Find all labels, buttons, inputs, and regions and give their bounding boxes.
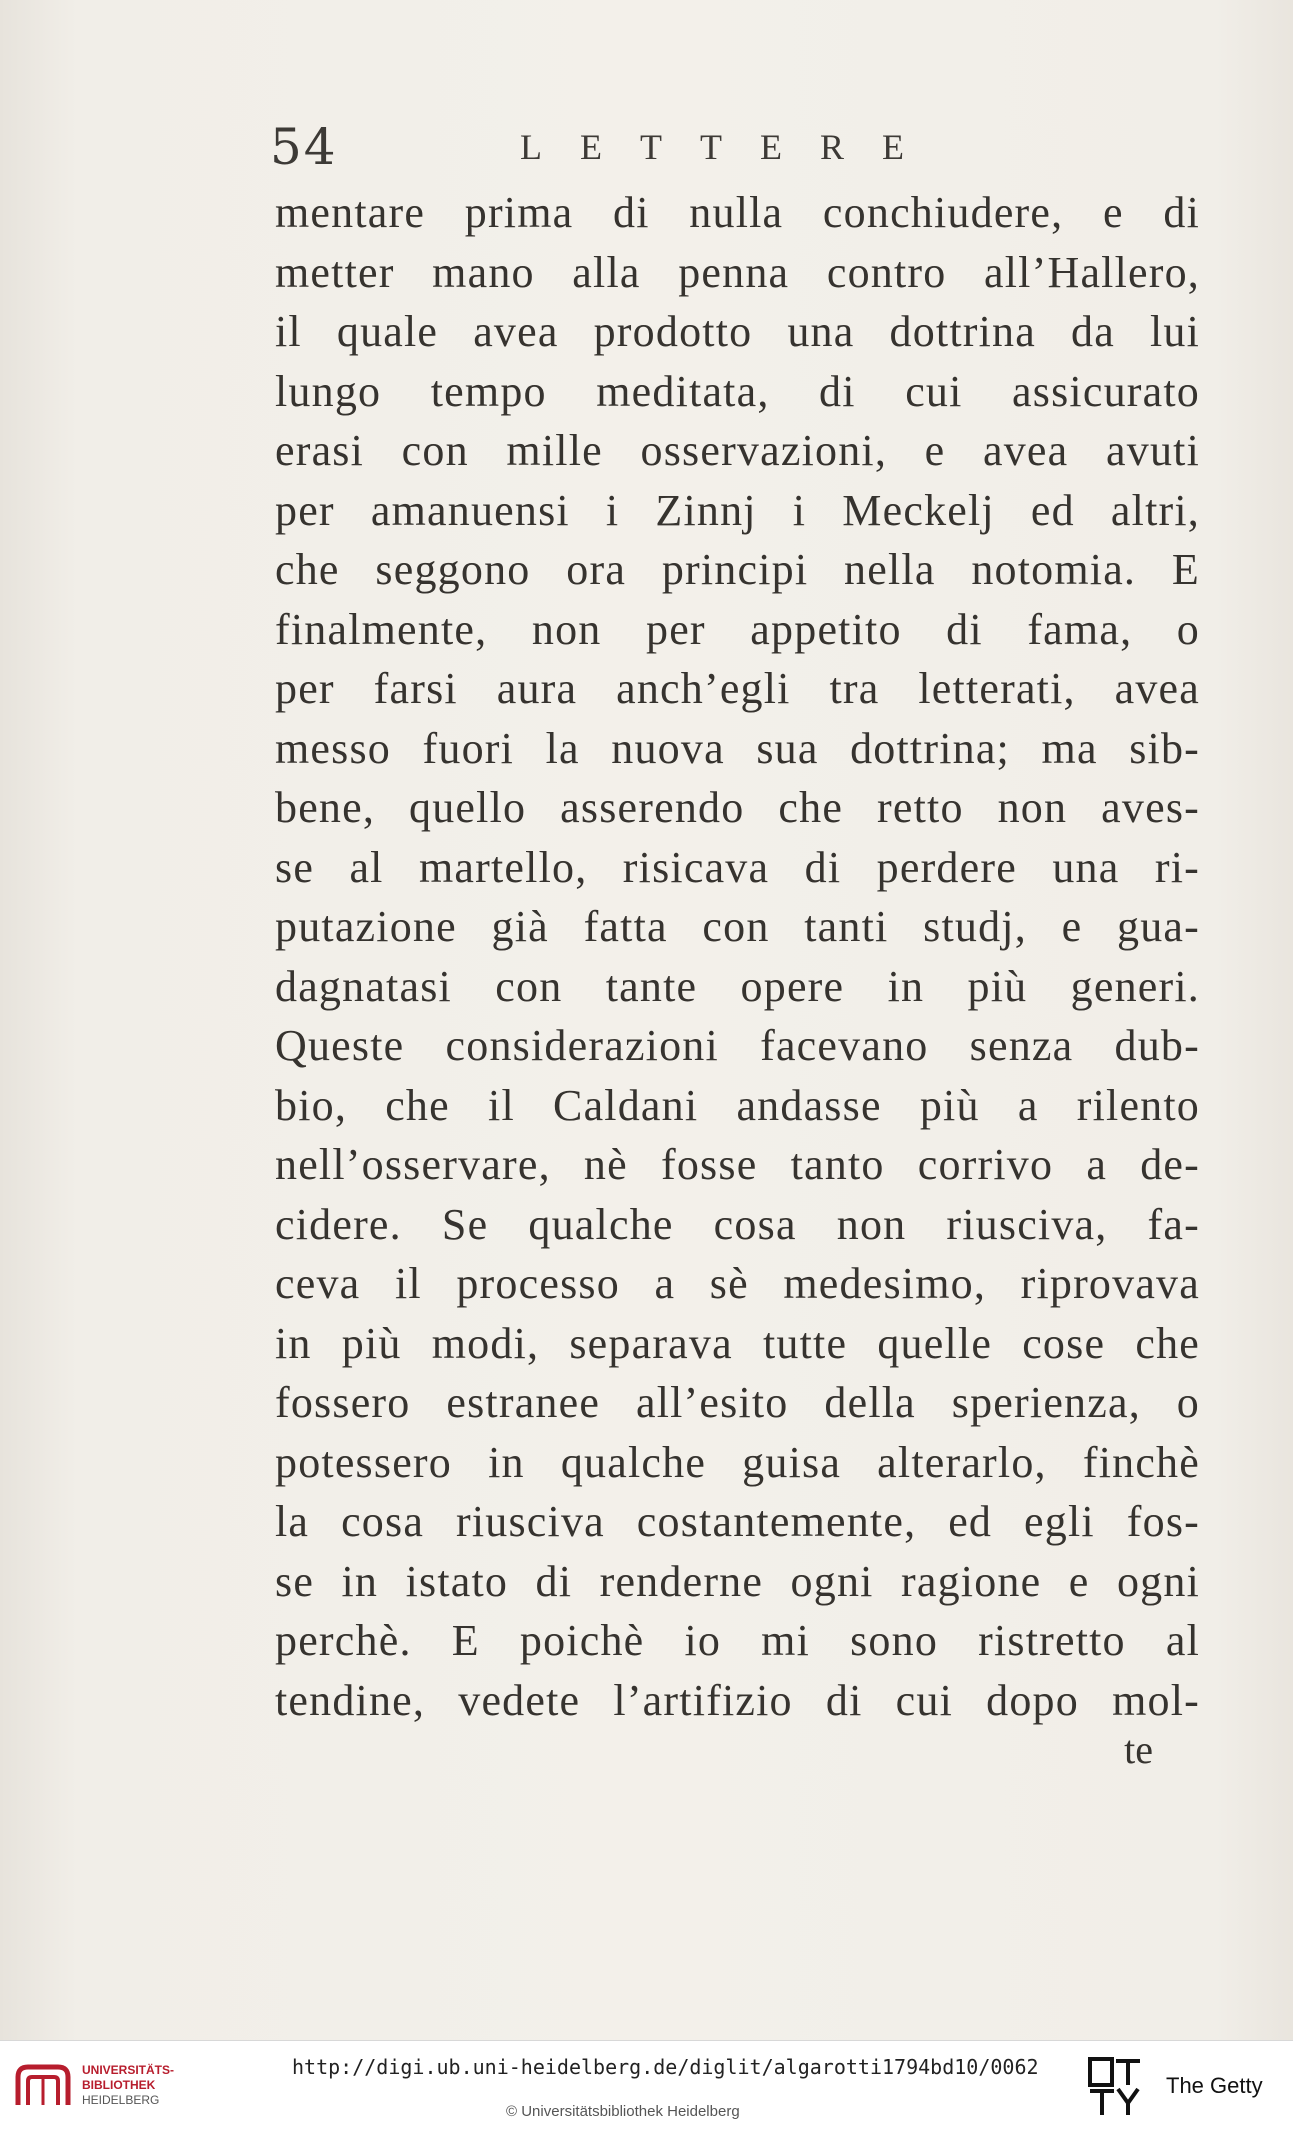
text-line: la cosa riusciva costantemente, ed egli fos-	[275, 1497, 1200, 1546]
institution-name-line: HEIDELBERG	[82, 2093, 160, 2107]
text-line: il quale avea prodotto una dottrina da lui	[275, 307, 1200, 356]
page-number: 54	[270, 118, 338, 176]
text-line: lungo tempo meditata, di cui assicurato	[275, 366, 1200, 416]
institution-name-line: BIBLIOTHEK	[82, 2078, 156, 2092]
text-line: ceva il processo a sè medesimo, riprovava	[275, 1259, 1200, 1308]
institution-name-line: UNIVERSITÄTS-	[82, 2063, 175, 2077]
copyright-notice: © Universitätsbibliothek Heidelberg	[506, 2103, 740, 2120]
text-line: tendine, vedete l’artifizio di cui dopo mol-	[275, 1675, 1200, 1725]
text-line: perchè. E poichè io mi sono ristretto al	[275, 1616, 1200, 1665]
text-line: erasi con mille osservazioni, e avea avuti	[275, 426, 1200, 475]
text-line: fossero estranee all’esito della sperienza, o	[275, 1378, 1200, 1427]
text-line: in più modi, separava tutte quelle cose che	[275, 1318, 1200, 1368]
text-line: putazione già fatta con tanti studj, e gua-	[275, 902, 1200, 951]
text-line: bio, che il Caldani andasse più a rilento	[275, 1080, 1200, 1130]
viewer-footer	[0, 2040, 1293, 2135]
institution-name	[82, 2063, 174, 2108]
text-line: bene, quello asserendo che retto non aves-	[275, 783, 1200, 832]
text-line: nell’osservare, nè fosse tanto corrivo a de-	[275, 1140, 1200, 1189]
text-line: se al martello, risicava di perdere una ri-	[275, 842, 1200, 892]
text-line: mentare prima di nulla conchiudere, e di	[275, 188, 1200, 237]
catchword: te	[1124, 1727, 1153, 1772]
text-line: potessero in qualche guisa alterarlo, finchè	[275, 1437, 1200, 1487]
partner-name: The Getty	[1166, 2073, 1263, 2098]
permalink-url[interactable]: http://digi.ub.uni-heidelberg.de/diglit/algarotti1794bd10/0062	[292, 2055, 1039, 2079]
text-line: messo fuori la nuova sua dottrina; ma sib-	[275, 723, 1200, 773]
text-line: dagnatasi con tante opere in più generi.	[275, 961, 1200, 1011]
getty-logo-icon	[1088, 2057, 1144, 2119]
page-header	[270, 118, 1200, 188]
text-line: se in istato di renderne ogni ragione e ogni	[275, 1556, 1200, 1606]
text-line: che seggono ora principi nella notomia. E	[275, 545, 1200, 594]
university-library-logo-icon	[12, 2059, 74, 2111]
body-text	[275, 183, 1200, 1730]
text-line: per amanuensi i Zinnj i Meckelj ed altri,	[275, 485, 1200, 535]
text-line: cidere. Se qualche cosa non riusciva, fa-	[275, 1199, 1200, 1249]
text-line: Queste considerazioni facevano senza dub-	[275, 1021, 1200, 1070]
text-line: per farsi aura anch’egli tra letterati, avea	[275, 664, 1200, 713]
running-title: LETTERE	[520, 127, 942, 167]
text-line: finalmente, non per appetito di fama, o	[275, 604, 1200, 654]
text-line: metter mano alla penna contro all’Hallero,	[275, 247, 1200, 297]
